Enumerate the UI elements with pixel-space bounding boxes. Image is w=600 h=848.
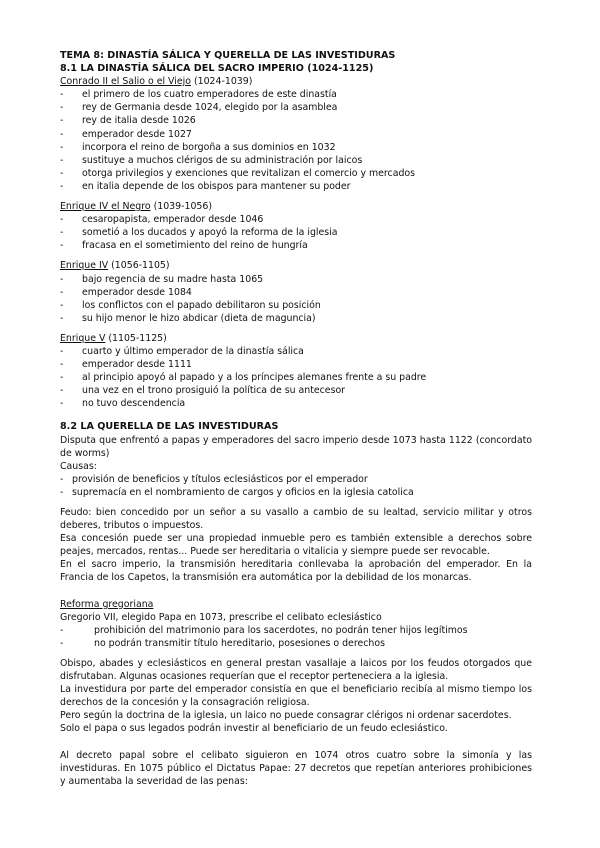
list-item: - cesaropapista, emperador desde 1046 [60, 213, 532, 226]
reform-paragraph: Solo el papa o sus legados podrán investir al beneficiario de un feudo eclesiástico. [60, 723, 448, 735]
list-item: - sometió a los ducados y apoyó la reforma de la iglesia [60, 226, 532, 239]
list-item: - rey de italia desde 1026 [60, 114, 532, 127]
list-item: - prohibición del matrimonio para los sacerdotes, no podrán tener hijos legítimos [60, 624, 532, 637]
document-title: TEMA 8: DINASTÍA SÁLICA Y QUERELLA DE LAS INVESTIDURAS [60, 50, 396, 61]
document-page [60, 49, 532, 788]
ruler-items-list [60, 273, 532, 325]
ruler-name: Enrique V [60, 332, 106, 344]
ruler-heading [60, 259, 532, 272]
list-item: - bajo regencia de su madre hasta 1065 [60, 273, 532, 286]
ruler-items-list [60, 88, 532, 193]
section-1-heading: 8.1 LA DINASTÍA SÁLICA DEL SACRO IMPERIO (1024-1125) [60, 63, 374, 75]
list-item: - emperador desde 1111 [60, 358, 532, 371]
ruler-heading [60, 332, 532, 345]
reform-list [60, 624, 532, 650]
list-item: - otorga privilegios y exenciones que revitalizan el comercio y mercados [60, 167, 532, 180]
list-item: - supremacía en el nombramiento de cargos y oficios en la iglesia catolica [60, 486, 532, 499]
reform-paragraph: La investidura por parte del emperador consistía en que el beneficiario recibía al mismo tiempo los derechos de la concesión y la consagración religiosa. [60, 684, 532, 709]
list-item: - su hijo menor le hizo abdicar (dieta de maguncia) [60, 312, 532, 325]
ruler-dates: (1056-1105) [108, 260, 170, 272]
ruler-heading [60, 200, 532, 213]
ruler-dates: (1105-1125) [105, 332, 167, 344]
section-2-heading: 8.2 LA QUERELLA DE LAS INVESTIDURAS [60, 421, 279, 433]
list-item: - emperador desde 1084 [60, 286, 532, 299]
ruler-items-list [60, 213, 532, 252]
causes-list [60, 473, 532, 499]
closing-paragraph: Al decreto papal sobre el celibato siguieron en 1074 otros cuatro sobre la simonía y las investiduras. En 1075 público el Dictatus Papae: 27 decretos que repetían anteriores prohibiciones y aumentaba la severidad de las penas: [60, 749, 532, 787]
reform-heading: Reforma gregoriana [60, 598, 154, 610]
ruler-name: Enrique IV el Negro [60, 201, 151, 213]
feudo-paragraph: En el sacro imperio, la transmisión hereditaria conllevaba la aprobación del emperador. En la Francia de los Capetos, la transmisión era automática por la debilidad de los monarcas. [60, 559, 532, 584]
list-item: - fracasa en el sometimiento del reino de hungría [60, 239, 532, 252]
list-item: - incorpora el reino de borgoña a sus dominios en 1032 [60, 141, 532, 154]
ruler-name: Conrado II el Salio o el Viejo [60, 76, 191, 88]
reform-paragraph: Pero según la doctrina de la iglesia, un laico no puede consagrar clérigos ni ordenar sacerdotes. [60, 710, 512, 722]
list-item: - emperador desde 1027 [60, 128, 532, 141]
list-item: - una vez en el trono prosiguió la política de su antecesor [60, 384, 532, 397]
feudo-paragraph: Feudo: bien concedido por un señor a su vasallo a cambio de su lealtad, servicio militar y otros deberes, tributos o impuestos. [60, 507, 532, 532]
reform-lead: Gregorio VII, elegido Papa en 1073, prescribe el celibato eclesiástico [60, 611, 382, 623]
feudo-paragraph: Esa concesión puede ser una propiedad inmueble pero es también extensible a derechos sobre peajes, mercados, rentas... Puede ser hereditaria o vitalicia y siempre puede ser revocable. [60, 533, 532, 558]
section-2-intro: Disputa que enfrentó a papas y emperadores del sacro imperio desde 1073 hasta 1122 (concordato de worms) [60, 434, 532, 459]
ruler-dates: (1039-1056) [150, 201, 212, 213]
reform-paragraph: Obispo, abades y eclesiásticos en general prestan vasallaje a laicos por los feudos otorgados que disfrutaban. Algunas ocasiones requerían que el receptor perteneciera a la iglesia. [60, 657, 532, 683]
list-item: - el primero de los cuatro emperadores de este dinastía [60, 88, 532, 101]
list-item: - cuarto y último emperador de la dinastía sálica [60, 345, 532, 358]
list-item: - al principio apoyó al papado y a los príncipes alemanes frente a su padre [60, 371, 532, 384]
list-item: - sustituye a muchos clérigos de su administración por laicos [60, 154, 532, 167]
list-item: - rey de Germania desde 1024, elegido por la asamblea [60, 101, 532, 114]
list-item: - no tuvo descendencia [60, 397, 532, 410]
list-item: - los conflictos con el papado debilitaron su posición [60, 299, 532, 312]
ruler-heading [60, 75, 532, 88]
ruler-name: Enrique IV [60, 260, 109, 272]
list-item: - no podrán transmitir título hereditario, posesiones o derechos [60, 637, 532, 650]
ruler-dates: (1024-1039) [190, 76, 253, 88]
list-item: - provisión de beneficios y títulos eclesiásticos por el emperador [60, 473, 532, 486]
causes-label: Causas: [60, 460, 97, 472]
list-item: - en italia depende de los obispos para mantener su poder [60, 180, 532, 193]
ruler-items-list [60, 345, 532, 410]
